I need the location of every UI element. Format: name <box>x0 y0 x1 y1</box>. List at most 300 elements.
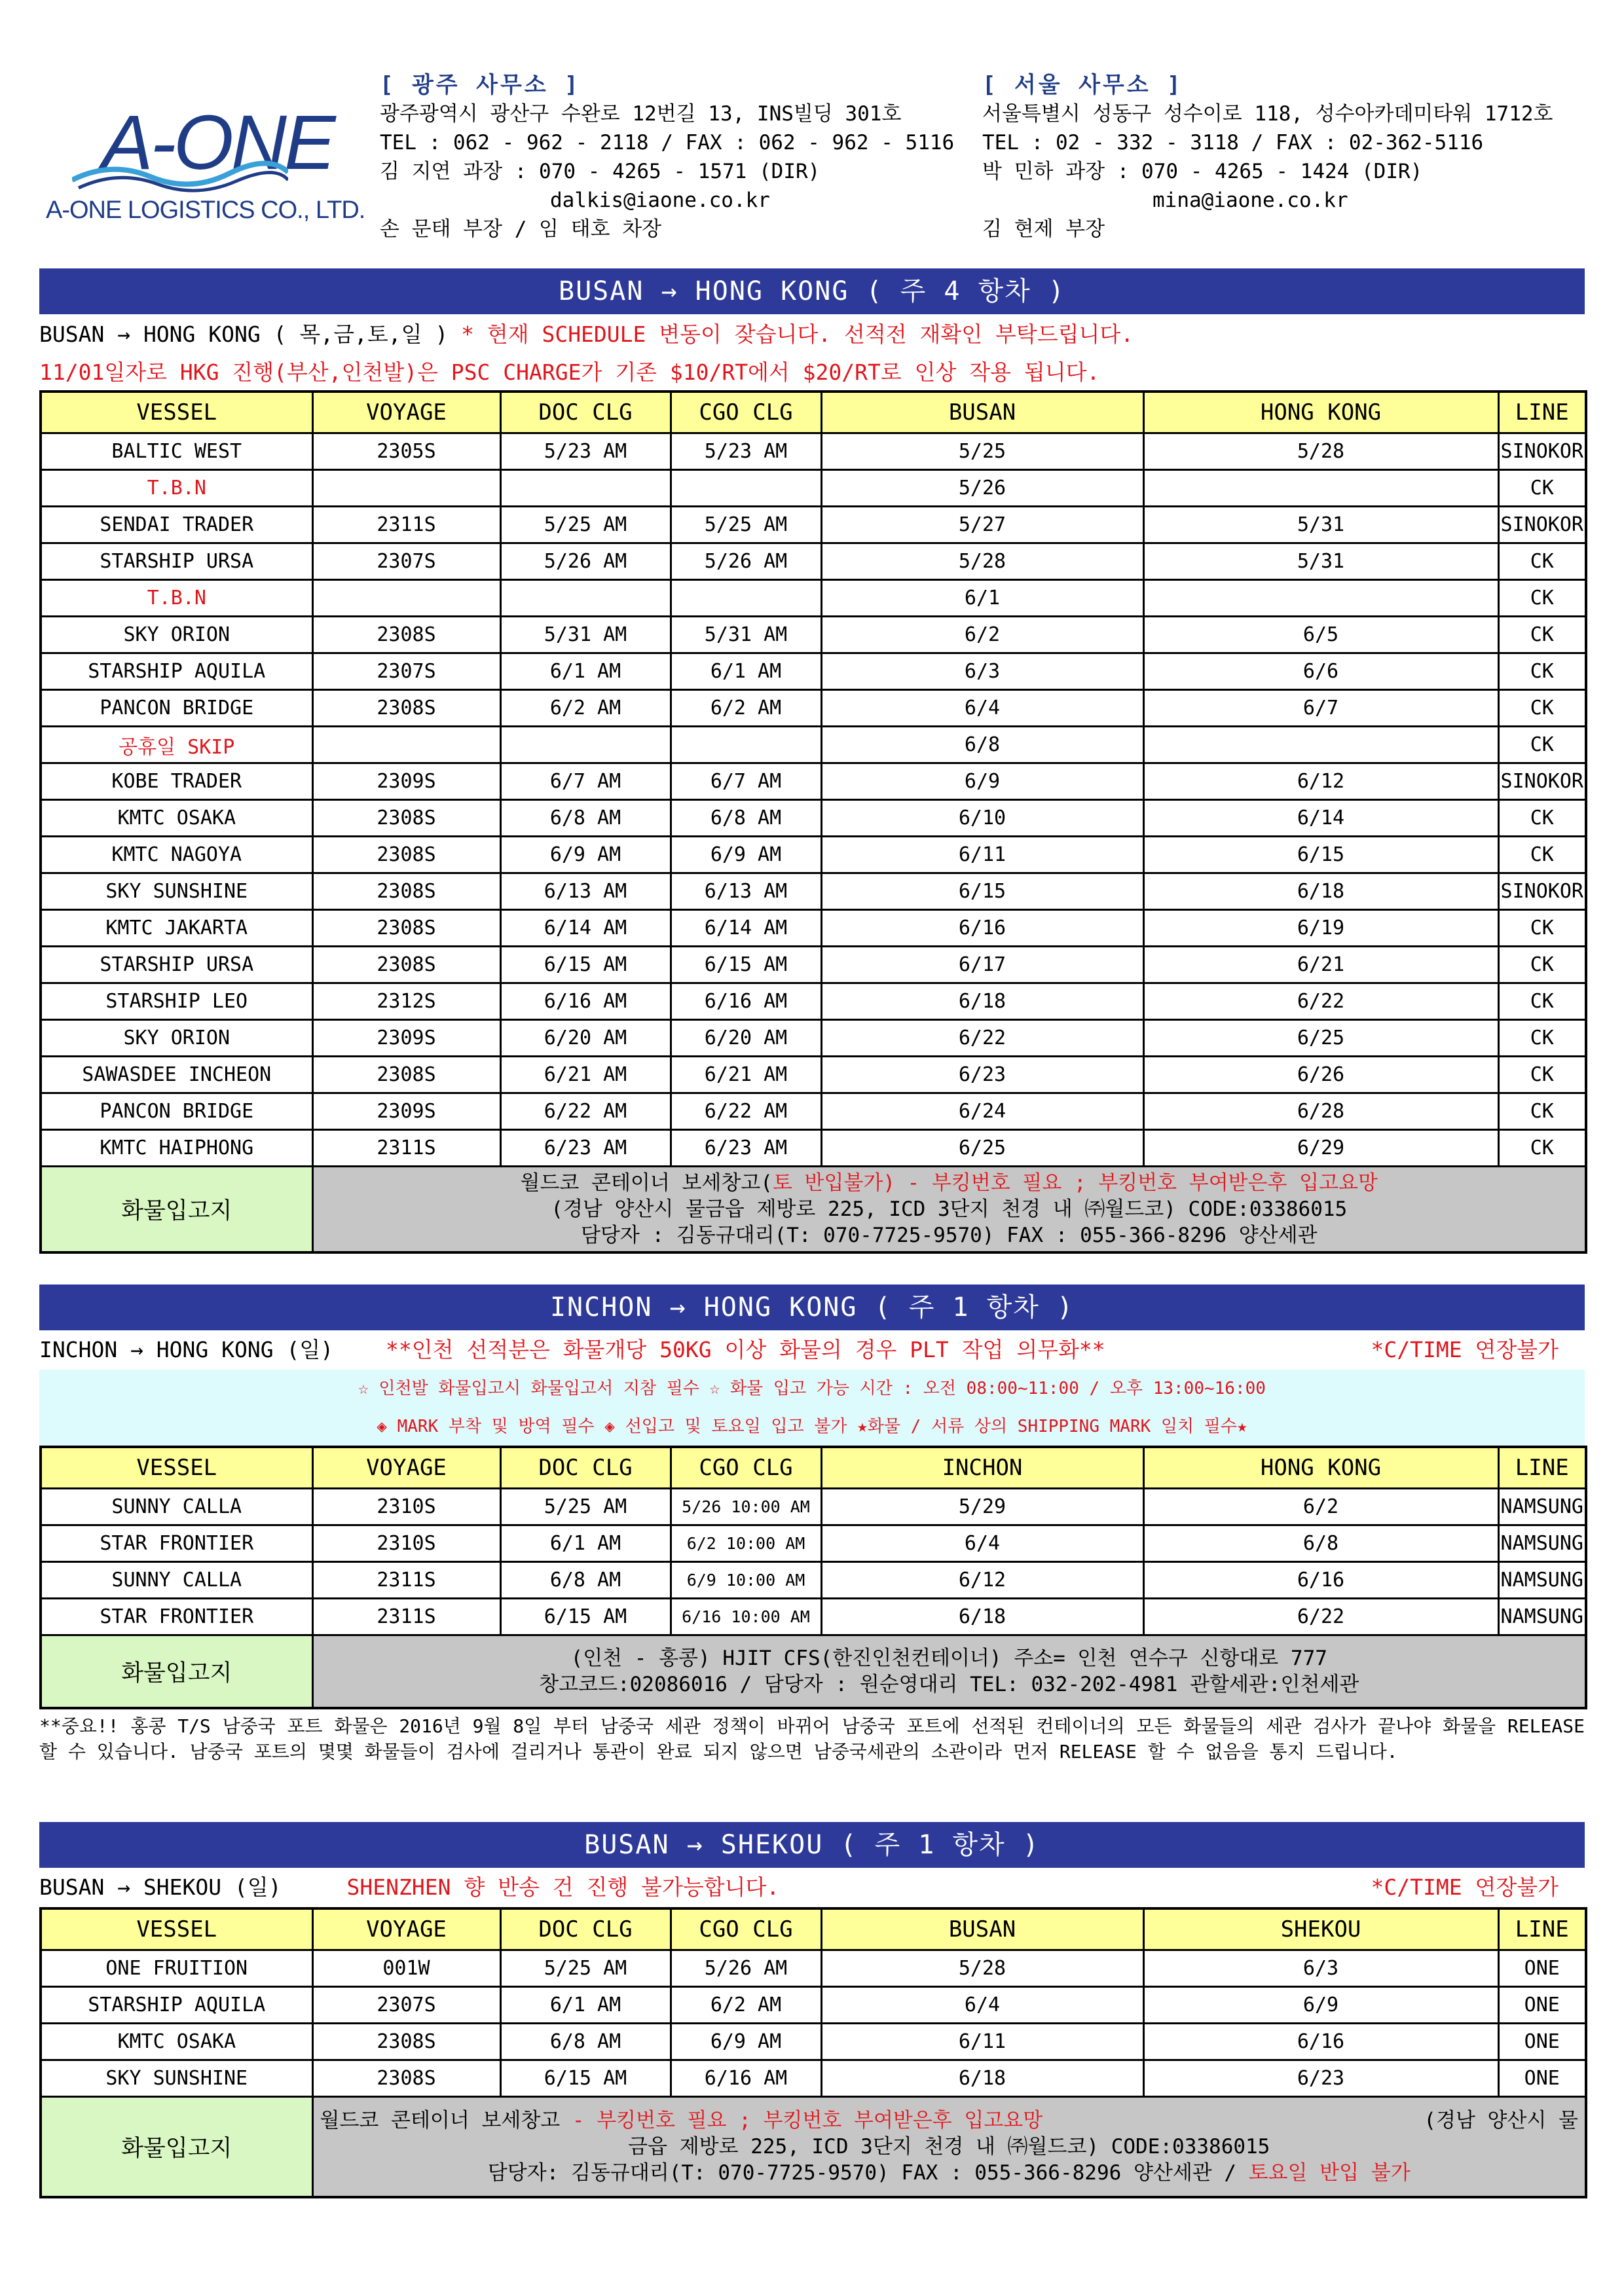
cgo-clg-cell: 6/9 10:00 AM <box>671 1562 821 1599</box>
table-row <box>41 837 1586 873</box>
col-origin: BUSAN <box>821 1908 1143 1950</box>
cgo-clg-cell: 6/9 AM <box>671 837 821 873</box>
office-address: 서울특별시 성동구 성수이로 118, 성수아카데미타워 1712호 <box>982 102 1553 126</box>
cgo-clg-cell <box>671 580 821 617</box>
table-row <box>41 1562 1586 1599</box>
line-cell: NAMSUNG <box>1498 1525 1586 1562</box>
warehouse-contact: 담당자 : 김동규대리(T: 070-7725-9570) FAX : 055-366-8296 양산세관 <box>580 1224 1318 1247</box>
office-title: [ 광주 사무소 ] <box>380 72 581 98</box>
voyage-cell: 2308S <box>312 2060 500 2097</box>
voyage-cell: 2308S <box>312 910 500 947</box>
voyage-cell: 2308S <box>312 690 500 727</box>
line-cell: NAMSUNG <box>1498 1489 1586 1525</box>
saturday-note: 토요일 반입 불가 <box>1248 2161 1411 2185</box>
route-line <box>39 1330 1585 1370</box>
vessel-cell: SUNNY CALLA <box>41 1489 312 1525</box>
origin-date-cell: 6/9 <box>821 763 1143 800</box>
doc-clg-cell: 6/15 AM <box>500 947 671 983</box>
voyage-cell: 2308S <box>312 873 500 910</box>
vessel-cell: T.B.N <box>41 470 312 507</box>
destination-date-cell: 6/2 <box>1143 1489 1498 1525</box>
col-vessel: VESSEL <box>41 392 312 433</box>
table-row <box>41 1987 1586 2024</box>
cgo-clg-cell: 6/20 AM <box>671 1020 821 1057</box>
warehouse-address: (경남 양산시 물금읍 제방로 225, ICD 3단지 천경 내 ㈜월드코) CODE:03386015 <box>551 1197 1348 1221</box>
table-row <box>41 1489 1586 1525</box>
line-cell: CK <box>1498 543 1586 580</box>
destination-date-cell: 6/8 <box>1143 1525 1498 1562</box>
section-banner: INCHON → HONG KONG ( 주 1 항차 ) <box>39 1285 1585 1330</box>
vessel-cell: KMTC HAIPHONG <box>41 1130 312 1167</box>
cgo-clg-cell: 5/23 AM <box>671 433 821 470</box>
col-line: LINE <box>1498 1908 1586 1950</box>
col-origin: INCHON <box>821 1447 1143 1489</box>
destination-date-cell <box>1143 470 1498 507</box>
destination-date-cell: 6/3 <box>1143 1950 1498 1987</box>
doc-clg-cell: 5/23 AM <box>500 433 671 470</box>
warehouse-info <box>312 2097 1586 2198</box>
voyage-cell: 2312S <box>312 983 500 1020</box>
table-row <box>41 763 1586 800</box>
inchon-info-2: ◈ MARK 부착 및 방역 필수 ◈ 선입고 및 토요일 입고 불가 ★화물 / 서류 상의 SHIPPING MARK 일치 필수★ <box>39 1408 1585 1446</box>
company-logo <box>46 98 373 229</box>
warehouse-booking-note: 토 반입불가) - 부킹번호 필요 ; 부킹번호 부여받은후 입고요망 <box>772 1171 1378 1195</box>
plt-note: **인천 선적분은 화물개당 50KG 이상 화물의 경우 PLT 작업 의무화** <box>385 1337 1105 1362</box>
table-row <box>41 1057 1586 1093</box>
inchon-info-1: ☆ 인천발 화물입고시 화물입고서 지참 필수 ☆ 화물 입고 가능 시간 : 오전 08:00~11:00 / 오후 13:00~16:00 <box>39 1370 1585 1408</box>
route-line <box>39 314 1585 355</box>
destination-date-cell: 6/7 <box>1143 690 1498 727</box>
line-cell: CK <box>1498 1093 1586 1130</box>
destination-date-cell: 6/28 <box>1143 1093 1498 1130</box>
origin-date-cell: 6/18 <box>821 1599 1143 1635</box>
cgo-clg-cell: 6/2 AM <box>671 690 821 727</box>
vessel-cell: BALTIC WEST <box>41 433 312 470</box>
cgo-clg-cell: 5/31 AM <box>671 617 821 653</box>
cgo-clg-cell: 6/16 AM <box>671 983 821 1020</box>
col-line: LINE <box>1498 392 1586 433</box>
seoul-office <box>982 71 1585 244</box>
voyage-cell: 2311S <box>312 1562 500 1599</box>
logo-company-name: A-ONE LOGISTICS CO., LTD. <box>46 196 365 224</box>
destination-date-cell: 6/22 <box>1143 1599 1498 1635</box>
origin-date-cell: 5/26 <box>821 470 1143 507</box>
voyage-cell: 2307S <box>312 653 500 690</box>
destination-date-cell: 6/19 <box>1143 910 1498 947</box>
line-cell: CK <box>1498 653 1586 690</box>
table-row <box>41 1093 1586 1130</box>
voyage-cell: 2308S <box>312 2024 500 2060</box>
table-header-row <box>41 1447 1586 1489</box>
origin-date-cell: 6/17 <box>821 947 1143 983</box>
letterhead <box>39 0 1585 262</box>
cgo-clg-cell: 6/21 AM <box>671 1057 821 1093</box>
doc-clg-cell: 6/8 AM <box>500 1562 671 1599</box>
cgo-clg-cell: 5/26 10:00 AM <box>671 1489 821 1525</box>
line-cell: CK <box>1498 1130 1586 1167</box>
office-tel-fax: TEL : 062 - 962 - 2118 / FAX : 062 - 962 - 5116 <box>380 131 955 155</box>
warehouse-address-part1: (경남 양산시 물 <box>1424 2109 1578 2132</box>
destination-date-cell: 5/28 <box>1143 433 1498 470</box>
destination-date-cell: 6/29 <box>1143 1130 1498 1167</box>
doc-clg-cell: 6/22 AM <box>500 1093 671 1130</box>
col-line: LINE <box>1498 1447 1586 1489</box>
office-email[interactable]: dalkis@iaone.co.kr <box>550 189 770 212</box>
cgo-clg-cell: 6/22 AM <box>671 1093 821 1130</box>
origin-date-cell: 6/12 <box>821 1562 1143 1599</box>
office-address: 광주광역시 광산구 수완로 12번길 13, INS빌딩 301호 <box>380 102 902 126</box>
warehouse-name: 월드코 콘테이너 보세창고 <box>320 2109 572 2132</box>
voyage-cell: 2311S <box>312 1130 500 1167</box>
warehouse-address-part2: 금읍 제방로 225, ICD 3단지 천경 내 ㈜월드코) CODE:03386015 <box>628 2135 1270 2159</box>
cgo-clg-cell: 6/15 AM <box>671 947 821 983</box>
voyage-cell: 2309S <box>312 1020 500 1057</box>
cgo-clg-cell: 5/25 AM <box>671 507 821 543</box>
line-cell: ONE <box>1498 2024 1586 2060</box>
vessel-cell: 공휴일 SKIP <box>41 727 312 763</box>
vessel-cell: KMTC OSAKA <box>41 2024 312 2060</box>
line-cell: CK <box>1498 947 1586 983</box>
voyage-cell: 2311S <box>312 507 500 543</box>
col-doc-clg: DOC CLG <box>500 392 671 433</box>
line-cell: ONE <box>1498 1987 1586 2024</box>
destination-date-cell: 6/26 <box>1143 1057 1498 1093</box>
doc-clg-cell <box>500 580 671 617</box>
table-row <box>41 910 1586 947</box>
route-label: INCHON → HONG KONG (일) <box>39 1337 334 1362</box>
warehouse-info <box>312 1167 1586 1253</box>
line-cell: CK <box>1498 727 1586 763</box>
table-row <box>41 690 1586 727</box>
line-cell: CK <box>1498 800 1586 837</box>
vessel-cell: SKY SUNSHINE <box>41 2060 312 2097</box>
origin-date-cell: 6/3 <box>821 653 1143 690</box>
origin-date-cell: 5/25 <box>821 433 1143 470</box>
origin-date-cell: 6/4 <box>821 1987 1143 2024</box>
voyage-cell: 2311S <box>312 1599 500 1635</box>
vessel-cell: SENDAI TRADER <box>41 507 312 543</box>
origin-date-cell: 6/4 <box>821 690 1143 727</box>
vessel-cell: STAR FRONTIER <box>41 1599 312 1635</box>
col-voyage: VOYAGE <box>312 392 500 433</box>
doc-clg-cell: 5/25 AM <box>500 1950 671 1987</box>
col-cgo-clg: CGO CLG <box>671 1908 821 1950</box>
office-staff: 김 현제 부장 <box>982 217 1105 241</box>
cgo-clg-cell: 6/23 AM <box>671 1130 821 1167</box>
office-title: [ 서울 사무소 ] <box>982 72 1183 98</box>
table-row <box>41 617 1586 653</box>
section-busan-shekou <box>39 1822 1585 2198</box>
doc-clg-cell: 6/8 AM <box>500 800 671 837</box>
destination-date-cell: 6/25 <box>1143 1020 1498 1057</box>
cgo-clg-cell: 5/26 AM <box>671 543 821 580</box>
table-row <box>41 727 1586 763</box>
origin-date-cell: 6/2 <box>821 617 1143 653</box>
warehouse-label: 화물입고지 <box>41 1635 312 1709</box>
vessel-cell: STARSHIP URSA <box>41 543 312 580</box>
voyage-cell: 2308S <box>312 800 500 837</box>
route-label: BUSAN → HONG KONG ( 목,금,토,일 ) <box>39 321 449 347</box>
voyage-cell: 2307S <box>312 543 500 580</box>
origin-date-cell: 6/15 <box>821 873 1143 910</box>
voyage-cell: 2309S <box>312 763 500 800</box>
destination-date-cell <box>1143 727 1498 763</box>
line-cell: CK <box>1498 983 1586 1020</box>
destination-date-cell: 6/15 <box>1143 837 1498 873</box>
doc-clg-cell: 6/7 AM <box>500 763 671 800</box>
line-cell: ONE <box>1498 1950 1586 1987</box>
cgo-clg-cell: 6/1 AM <box>671 653 821 690</box>
table-row <box>41 873 1586 910</box>
vessel-cell: PANCON BRIDGE <box>41 1093 312 1130</box>
vessel-cell: SAWASDEE INCHEON <box>41 1057 312 1093</box>
ctime-note: *C/TIME 연장불가 <box>1371 1874 1559 1900</box>
table-row <box>41 470 1586 507</box>
doc-clg-cell: 6/13 AM <box>500 873 671 910</box>
warehouse-contact: 담당자: 김동규대리(T: 070-7725-9570) FAX : 055-366-8296 양산세관 / <box>487 2161 1249 2185</box>
schedule-table <box>39 390 1587 1254</box>
table-row <box>41 507 1586 543</box>
col-cgo-clg: CGO CLG <box>671 1447 821 1489</box>
line-cell: CK <box>1498 690 1586 727</box>
schedule-body <box>41 1489 1586 1635</box>
destination-date-cell: 6/16 <box>1143 2024 1498 2060</box>
col-voyage: VOYAGE <box>312 1908 500 1950</box>
table-header-row <box>41 1908 1586 1950</box>
vessel-cell: ONE FRUITION <box>41 1950 312 1987</box>
voyage-cell <box>312 580 500 617</box>
origin-date-cell: 6/24 <box>821 1093 1143 1130</box>
table-row <box>41 947 1586 983</box>
table-row <box>41 2024 1586 2060</box>
table-row <box>41 653 1586 690</box>
warehouse-booking-note: - 부킹번호 필요 ; 부킹번호 부여받은후 입고요망 <box>572 2109 1043 2132</box>
table-row <box>41 580 1586 617</box>
cgo-clg-cell: 5/26 AM <box>671 1950 821 1987</box>
office-contact: 박 민하 과장 : 070 - 4265 - 1424 (DIR) <box>982 160 1423 183</box>
origin-date-cell: 6/10 <box>821 800 1143 837</box>
doc-clg-cell: 6/1 AM <box>500 1987 671 2024</box>
vessel-cell: SKY SUNSHINE <box>41 873 312 910</box>
vessel-cell: STARSHIP LEO <box>41 983 312 1020</box>
destination-date-cell: 5/31 <box>1143 507 1498 543</box>
warehouse-name: 월드코 콘테이너 보세창고( <box>520 1171 773 1195</box>
line-cell: CK <box>1498 1020 1586 1057</box>
doc-clg-cell: 6/21 AM <box>500 1057 671 1093</box>
vessel-cell: STARSHIP AQUILA <box>41 653 312 690</box>
col-voyage: VOYAGE <box>312 1447 500 1489</box>
origin-date-cell: 6/16 <box>821 910 1143 947</box>
table-header-row <box>41 392 1586 433</box>
col-destination: SHEKOU <box>1143 1908 1498 1950</box>
schedule-table <box>39 1446 1587 1709</box>
table-row <box>41 1525 1586 1562</box>
doc-clg-cell: 6/20 AM <box>500 1020 671 1057</box>
office-staff: 손 문태 부장 / 임 태호 차장 <box>380 217 662 241</box>
doc-clg-cell: 5/25 AM <box>500 1489 671 1525</box>
voyage-cell: 2307S <box>312 1987 500 2024</box>
origin-date-cell: 5/29 <box>821 1489 1143 1525</box>
col-cgo-clg: CGO CLG <box>671 392 821 433</box>
origin-date-cell: 6/18 <box>821 983 1143 1020</box>
schedule-body <box>41 433 1586 1167</box>
cgo-clg-cell <box>671 727 821 763</box>
doc-clg-cell: 6/8 AM <box>500 2024 671 2060</box>
table-row <box>41 1950 1586 1987</box>
origin-date-cell: 5/28 <box>821 1950 1143 1987</box>
destination-date-cell: 6/5 <box>1143 617 1498 653</box>
warehouse-row <box>41 2097 1586 2198</box>
route-line <box>39 1868 1585 1907</box>
origin-date-cell: 5/28 <box>821 543 1143 580</box>
line-cell: CK <box>1498 580 1586 617</box>
line-cell: SINOKOR <box>1498 873 1586 910</box>
origin-date-cell: 6/22 <box>821 1020 1143 1057</box>
cgo-clg-cell: 6/9 AM <box>671 2024 821 2060</box>
route-label: BUSAN → SHEKOU (일) <box>39 1874 282 1900</box>
schedule-note: * 현재 SCHEDULE 변동이 잦습니다. 선적전 재확인 부탁드립니다. <box>461 321 1134 347</box>
vessel-cell: STAR FRONTIER <box>41 1525 312 1562</box>
origin-date-cell: 6/11 <box>821 2024 1143 2060</box>
destination-date-cell: 6/6 <box>1143 653 1498 690</box>
voyage-cell: 2308S <box>312 617 500 653</box>
col-origin: BUSAN <box>821 392 1143 433</box>
table-row <box>41 543 1586 580</box>
origin-date-cell: 6/11 <box>821 837 1143 873</box>
cgo-clg-cell: 6/13 AM <box>671 873 821 910</box>
table-row <box>41 2060 1586 2097</box>
voyage-cell <box>312 727 500 763</box>
destination-date-cell: 6/14 <box>1143 800 1498 837</box>
warehouse-label: 화물입고지 <box>41 1167 312 1253</box>
gwangju-office <box>380 71 956 244</box>
office-contact: 김 지연 과장 : 070 - 4265 - 1571 (DIR) <box>380 160 821 183</box>
origin-date-cell: 6/4 <box>821 1525 1143 1562</box>
destination-date-cell: 6/18 <box>1143 873 1498 910</box>
schedule-body <box>41 1950 1586 2097</box>
destination-date-cell <box>1143 580 1498 617</box>
origin-date-cell: 6/1 <box>821 580 1143 617</box>
origin-date-cell: 5/27 <box>821 507 1143 543</box>
table-row <box>41 800 1586 837</box>
vessel-cell: STARSHIP AQUILA <box>41 1987 312 2024</box>
vessel-cell: SUNNY CALLA <box>41 1562 312 1599</box>
section-inchon-hongkong <box>39 1285 1585 1764</box>
warehouse-contact: 창고코드:02086016 / 담당자 : 원순영대리 TEL: 032-202-4981 관할세관:인천세관 <box>539 1673 1359 1696</box>
line-cell: CK <box>1498 470 1586 507</box>
office-email[interactable]: mina@iaone.co.kr <box>1153 189 1348 212</box>
wave-icon <box>72 160 288 193</box>
voyage-cell: 2310S <box>312 1489 500 1525</box>
cgo-clg-cell: 6/16 10:00 AM <box>671 1599 821 1635</box>
doc-clg-cell: 6/15 AM <box>500 1599 671 1635</box>
shenzhen-note: SHENZHEN 향 반송 건 진행 불가능합니다. <box>346 1874 780 1900</box>
doc-clg-cell: 6/9 AM <box>500 837 671 873</box>
table-row <box>41 433 1586 470</box>
line-cell: SINOKOR <box>1498 763 1586 800</box>
table-row <box>41 1130 1586 1167</box>
cgo-clg-cell: 6/2 10:00 AM <box>671 1525 821 1562</box>
section-banner: BUSAN → HONG KONG ( 주 4 항차 ) <box>39 268 1585 314</box>
cgo-clg-cell: 6/16 AM <box>671 2060 821 2097</box>
destination-date-cell: 6/9 <box>1143 1987 1498 2024</box>
voyage-cell: 001W <box>312 1950 500 1987</box>
doc-clg-cell: 6/23 AM <box>500 1130 671 1167</box>
line-cell: CK <box>1498 617 1586 653</box>
vessel-cell: SKY ORION <box>41 617 312 653</box>
line-cell: CK <box>1498 1057 1586 1093</box>
table-row <box>41 983 1586 1020</box>
voyage-cell: 2308S <box>312 837 500 873</box>
doc-clg-cell: 5/26 AM <box>500 543 671 580</box>
voyage-cell <box>312 470 500 507</box>
col-vessel: VESSEL <box>41 1908 312 1950</box>
destination-date-cell: 6/23 <box>1143 2060 1498 2097</box>
destination-date-cell: 6/12 <box>1143 763 1498 800</box>
vessel-cell: PANCON BRIDGE <box>41 690 312 727</box>
voyage-cell: 2310S <box>312 1525 500 1562</box>
line-cell: SINOKOR <box>1498 433 1586 470</box>
voyage-cell: 2305S <box>312 433 500 470</box>
doc-clg-cell: 6/16 AM <box>500 983 671 1020</box>
warehouse-row <box>41 1635 1586 1709</box>
schedule-table <box>39 1907 1587 2198</box>
doc-clg-cell: 5/25 AM <box>500 507 671 543</box>
col-doc-clg: DOC CLG <box>500 1447 671 1489</box>
voyage-cell: 2308S <box>312 1057 500 1093</box>
origin-date-cell: 6/18 <box>821 2060 1143 2097</box>
ctime-note: *C/TIME 연장불가 <box>1371 1337 1559 1362</box>
destination-date-cell: 5/31 <box>1143 543 1498 580</box>
doc-clg-cell <box>500 727 671 763</box>
table-row <box>41 1020 1586 1057</box>
line-cell: NAMSUNG <box>1498 1599 1586 1635</box>
doc-clg-cell: 6/2 AM <box>500 690 671 727</box>
section-banner: BUSAN → SHEKOU ( 주 1 항차 ) <box>39 1822 1585 1868</box>
section-busan-hongkong <box>39 268 1585 1254</box>
warehouse-info <box>312 1635 1586 1709</box>
vessel-cell: SKY ORION <box>41 1020 312 1057</box>
destination-date-cell: 6/21 <box>1143 947 1498 983</box>
line-cell: ONE <box>1498 2060 1586 2097</box>
cgo-clg-cell: 6/2 AM <box>671 1987 821 2024</box>
line-cell: SINOKOR <box>1498 507 1586 543</box>
doc-clg-cell: 5/31 AM <box>500 617 671 653</box>
col-destination: HONG KONG <box>1143 1447 1498 1489</box>
voyage-cell: 2309S <box>312 1093 500 1130</box>
doc-clg-cell <box>500 470 671 507</box>
line-cell: CK <box>1498 910 1586 947</box>
destination-date-cell: 6/22 <box>1143 983 1498 1020</box>
col-doc-clg: DOC CLG <box>500 1908 671 1950</box>
south-china-notice: **중요!! 홍콩 T/S 남중국 포트 화물은 2016년 9월 8일 부터 남중국 세관 정책이 바뀌어 남중국 포트에 선적된 컨테이너의 모든 화물들의 세관 검사가 끝나야 화물을 RELEASE 할 수 있습니다. 남중국 포트의 몇몇 화물들이 검사에 걸리거나 통관이 완료 되지 않으면 남중국세관의 소관이라 먼저 RELEASE 할 수 없음을 통지 드립니다. <box>39 1715 1585 1762</box>
psc-notice: 11/01일자로 HKG 진행(부산,인천발)은 PSC CHARGE가 기존 $10/RT에서 $20/RT로 인상 작용 됩니다. <box>39 359 1100 385</box>
vessel-cell: KMTC JAKARTA <box>41 910 312 947</box>
warehouse-label: 화물입고지 <box>41 2097 312 2198</box>
voyage-cell: 2308S <box>312 947 500 983</box>
destination-date-cell: 6/16 <box>1143 1562 1498 1599</box>
table-row <box>41 1599 1586 1635</box>
origin-date-cell: 6/8 <box>821 727 1143 763</box>
col-destination: HONG KONG <box>1143 392 1498 433</box>
warehouse-address: (인천 - 홍콩) HJIT CFS(한진인천컨테이너) 주소= 인천 연수구 신항대로 777 <box>570 1647 1327 1670</box>
vessel-cell: KMTC OSAKA <box>41 800 312 837</box>
doc-clg-cell: 6/15 AM <box>500 2060 671 2097</box>
origin-date-cell: 6/25 <box>821 1130 1143 1167</box>
vessel-cell: KOBE TRADER <box>41 763 312 800</box>
warehouse-row <box>41 1167 1586 1253</box>
cgo-clg-cell <box>671 470 821 507</box>
